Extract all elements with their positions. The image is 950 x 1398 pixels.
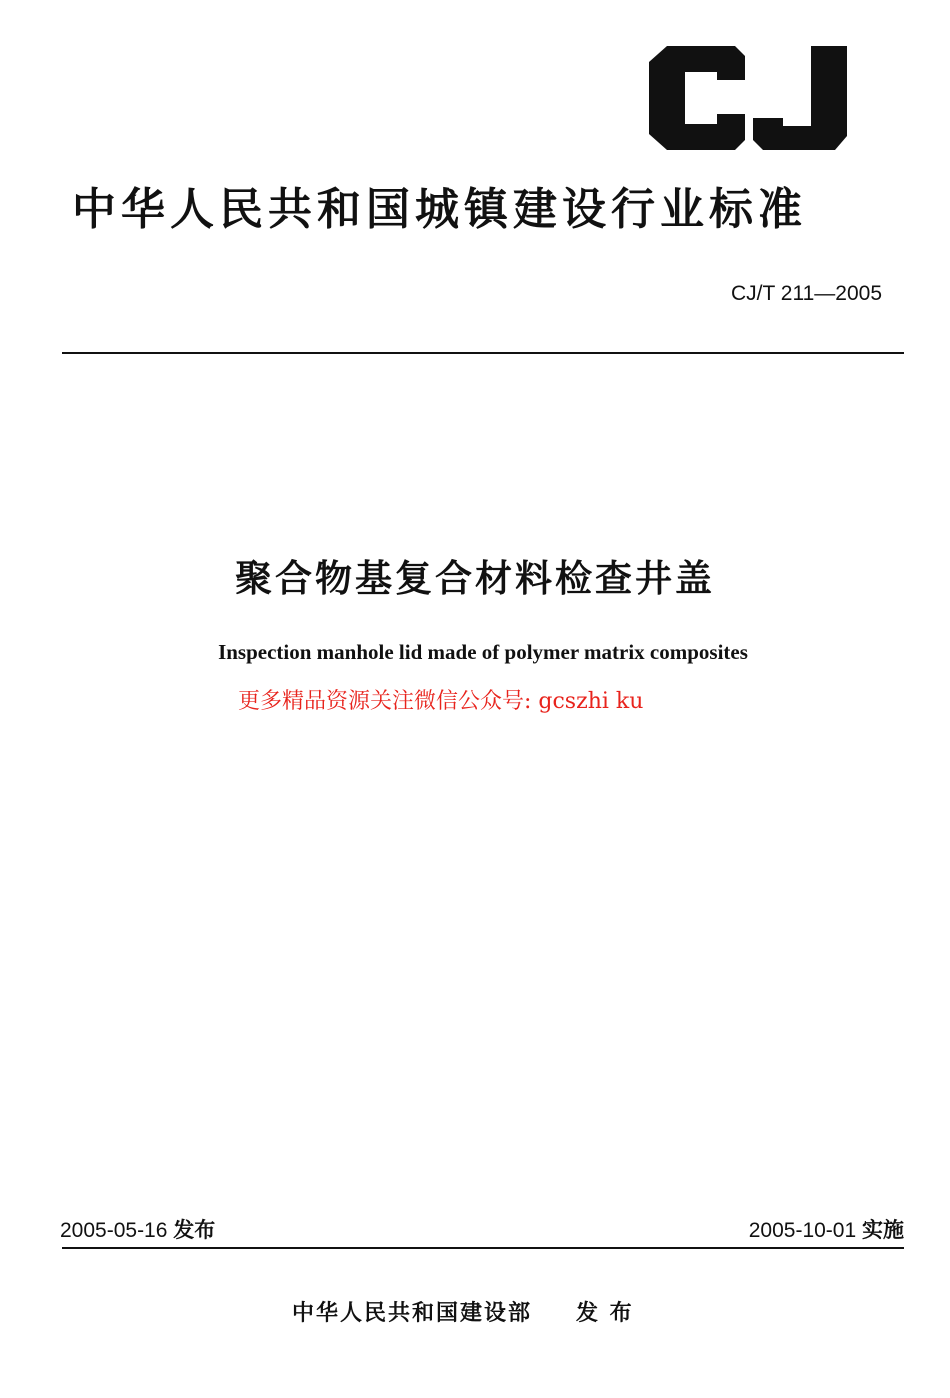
implementation-label: 实施 — [862, 1218, 904, 1242]
document-title-chinese: 聚合物基复合材料检查井盖 — [235, 557, 715, 600]
cj-logo — [645, 46, 851, 150]
promo-text: 更多精品资源关注微信公众号: gcszhi ku — [238, 689, 644, 714]
footer-divider — [62, 1247, 904, 1249]
standard-code: CJ/T 211—2005 — [731, 282, 882, 305]
publisher-name: 中华人民共和国建设部 — [292, 1301, 533, 1326]
issue-date: 2005-05-16 — [60, 1219, 168, 1242]
publisher-line — [292, 1296, 634, 1327]
document-title-english: Inspection manhole lid made of polymer matrix composites — [218, 640, 748, 664]
issue-date-line — [60, 1214, 215, 1244]
cj-logo-graphic — [645, 46, 851, 150]
publisher-action: 发 布 — [576, 1301, 634, 1326]
issuing-body-title: 中华人民共和国城镇建设行业标准 — [72, 184, 807, 235]
implementation-date-line — [749, 1214, 904, 1244]
implementation-date: 2005-10-01 — [748, 1219, 857, 1242]
header-divider — [62, 352, 904, 354]
issue-label: 发布 — [173, 1218, 216, 1242]
